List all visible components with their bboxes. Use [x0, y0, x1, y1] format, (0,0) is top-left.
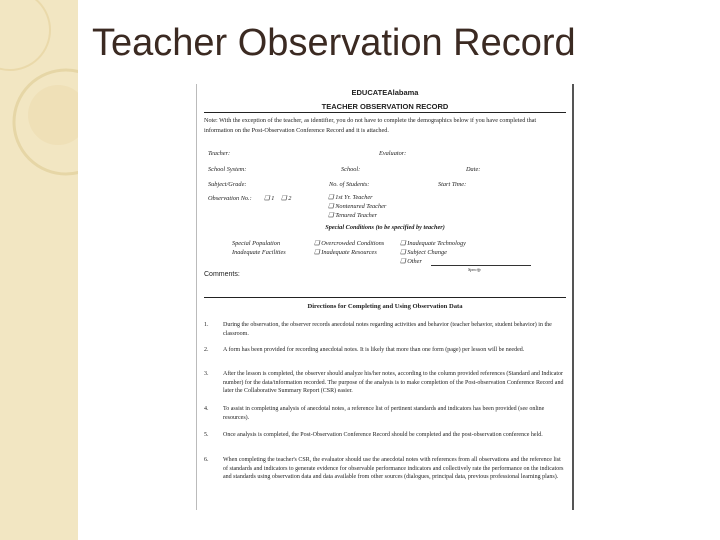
field-school-system: School System:: [208, 166, 247, 173]
direction-text: Once analysis is completed, the Post-Observation Conference Record should be completed and the post-observation conference held.: [223, 432, 543, 438]
special-conditions-title: Special Conditions (to be specified by teacher): [325, 224, 445, 231]
direction-num: 6.: [204, 457, 209, 463]
comments-rule: [204, 297, 566, 298]
field-num-students: No. of Students:: [329, 181, 370, 188]
sc-other: ❑ Other: [400, 258, 422, 265]
comments-label: Comments:: [204, 271, 240, 278]
obs-option-1: ❑ 1: [264, 195, 275, 202]
decor-circle-top: [0, 0, 50, 70]
sc-inadequate-resources: ❑ Inadequate Resources: [314, 249, 377, 256]
field-school: School:: [341, 166, 361, 173]
direction-text: After the lesson is completed, the observer should analyze his/her notes, according to the column provided references (Standard and Indicator number) for the data/information recorded. The purpose of the analysis is to make completion of the Post-observation Conference Record and later the Collaborative Summary Report (CSR) easier.: [223, 371, 564, 394]
field-date: Date:: [466, 166, 481, 173]
decor-circle-small: [28, 85, 78, 145]
direction-item-4: [204, 405, 566, 422]
direction-num: 1.: [204, 322, 209, 328]
sc-overcrowded: ❑ Overcrowded Conditions: [314, 240, 385, 247]
sc-special-population: Special Population: [232, 240, 281, 247]
sc-inadequate-facilities: Inadequate Facilities: [232, 249, 286, 256]
document-right-edge: [572, 84, 574, 510]
header-rule: [204, 112, 566, 113]
teacher-type-nontenured: ❑ Nontenured Teacher: [328, 203, 387, 210]
decorative-circles: [0, 0, 78, 540]
direction-item-1: [204, 321, 566, 338]
doc-note: Note: With the exception of the teacher, as identifier, you do not have to complete the demographics below if you have completed that information on the Post-Observation Conference Record and it is attached.: [204, 117, 537, 134]
sc-subject-change: ❑ Subject Change: [400, 249, 447, 256]
document-image: [196, 84, 574, 510]
direction-text: During the observation, the observer records anecdotal notes regarding activities and behavior (teacher behavior, student behavior) in the classroom.: [223, 322, 552, 337]
other-specify-line: [431, 265, 531, 266]
direction-item-5: [204, 431, 566, 440]
decorative-sidebar: [0, 0, 78, 540]
teacher-type-tenured: ❑ Tenured Teacher: [328, 212, 378, 219]
direction-num: 5.: [204, 432, 209, 438]
obs-option-2: ❑ 2: [281, 195, 292, 202]
field-subject-grade: Subject/Grade:: [208, 181, 247, 188]
field-start-time: Start Time:: [438, 181, 467, 188]
specify-label: Specify: [468, 267, 481, 272]
field-teacher: Teacher:: [208, 150, 231, 157]
field-evaluator: Evaluator:: [379, 150, 407, 157]
sc-inadequate-technology: ❑ Inadequate Technology: [400, 240, 466, 247]
direction-num: 3.: [204, 371, 209, 377]
doc-header-org: EDUCATEAlabama: [351, 88, 419, 97]
field-observation-no: Observation No.:: [208, 195, 252, 202]
doc-header-title: TEACHER OBSERVATION RECORD: [321, 102, 449, 111]
direction-item-6: [204, 456, 566, 482]
document-left-edge: [196, 84, 197, 510]
direction-text: To assist in completing analysis of anecdotal notes, a reference list of pertinent standards and indicators has been provided (see online resources).: [223, 406, 545, 421]
direction-item-2: [204, 346, 566, 355]
direction-num: 4.: [204, 406, 209, 412]
direction-text: When completing the teacher's CSR, the evaluator should use the anecdotal notes with references from all observations and the reference list of standards and indicators to generate evidence for observable performance indicators and collectively rate the performance on the indicators and standards using observation data and data available from other sources (dialogues, principal data, previous professional learning plans).: [223, 457, 564, 480]
direction-item-3: [204, 370, 566, 396]
direction-text: A form has been provided for recording anecdotal notes. It is likely that more than one form (page) per lesson will be needed.: [223, 347, 525, 353]
directions-title: Directions for Completing and Using Observation Data: [307, 303, 463, 310]
teacher-type-first-year: ❑ 1st Yr. Teacher: [328, 194, 373, 201]
direction-num: 2.: [204, 347, 209, 353]
slide-title: Teacher Observation Record: [92, 22, 576, 64]
